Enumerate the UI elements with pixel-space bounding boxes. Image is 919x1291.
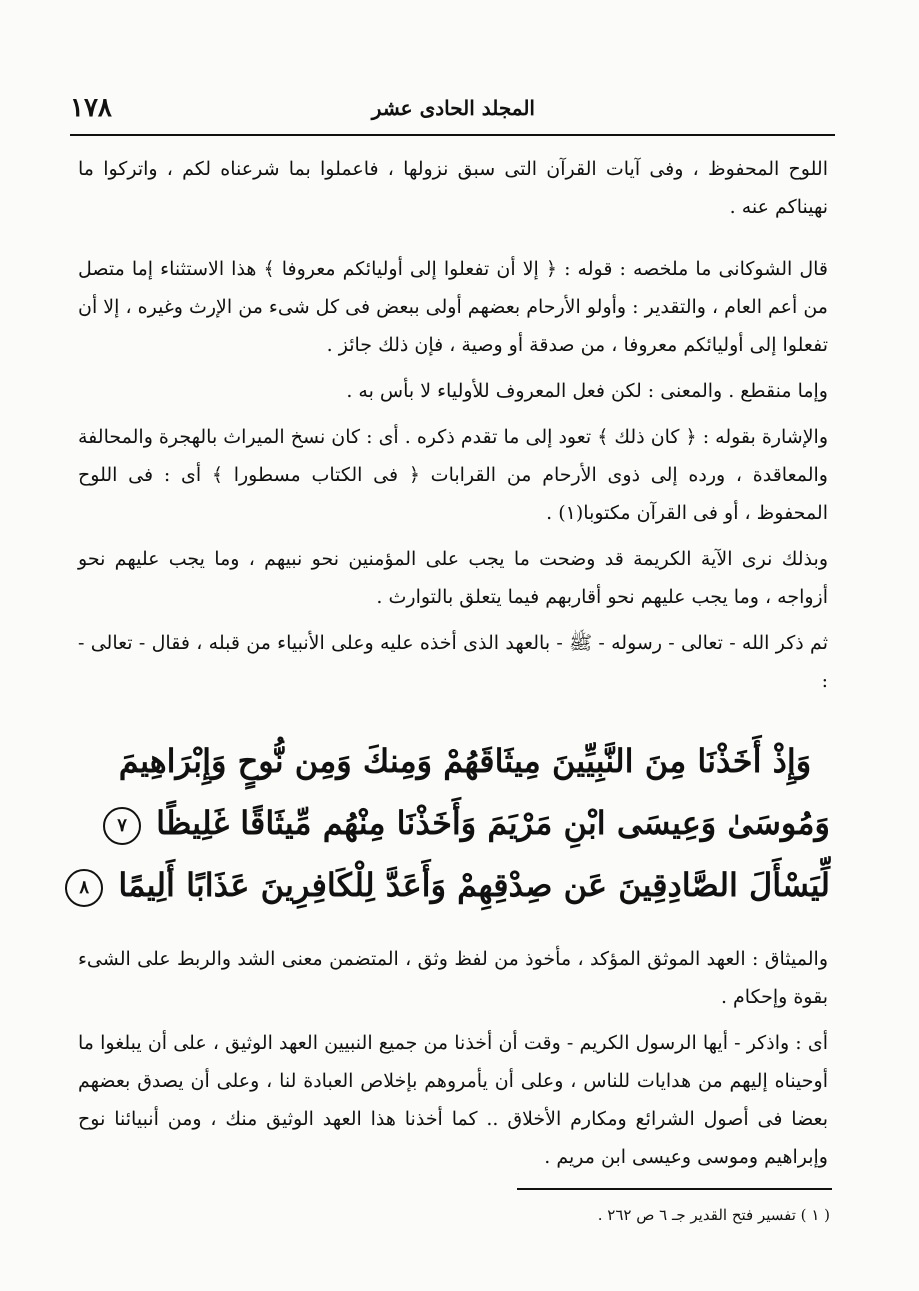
verse-line [79, 854, 830, 916]
page-number: ١٧٨ [70, 93, 112, 123]
paragraph: ثم ذكر الله - تعالى - رسوله - ﷺ - بالعهد الذى أخذه عليه وعلى الأنبياء من قبله ، فقال - تعالى - : [78, 632, 828, 692]
quran-verse-block [79, 730, 830, 916]
verse-text: لِّيَسْأَلَ الصَّادِقِينَ عَن صِدْقِهِمْ وَأَعَدَّ لِلْكَافِرِينَ عَذَابًا أَلِيمًا [118, 866, 830, 904]
paragraph: وإما منقطع . والمعنى : لكن فعل المعروف للأولياء لا بأس به . [346, 380, 828, 402]
paragraph: وبذلك نرى الآية الكريمة قد وضحت ما يجب على المؤمنين نحو نبيهم ، وما يجب عليهم نحو أزواجه ، وما يجب عليهم نحو أقاربهم فيما يتعلق بالتوارث . [78, 548, 828, 608]
paragraph: اللوح المحفوظ ، وفى آيات القرآن التى سبق نزولها ، فاعملوا بما شرعناه لكم ، واتركوا ما نهيناكم عنه . [78, 158, 828, 218]
text-block-middle [78, 250, 828, 708]
page-header [70, 88, 835, 128]
text-block-bottom [78, 940, 828, 1184]
ayah-number-marker: ٧ [103, 807, 141, 845]
verse-text: وَمُوسَىٰ وَعِيسَى ابْنِ مَرْيَمَ وَأَخَذْنَا مِنْهُم مِّيثَاقًا غَلِيظًا [156, 804, 830, 842]
ayah-number-marker: ٨ [65, 869, 103, 907]
paragraph: أى : واذكر - أيها الرسول الكريم - وقت أن أخذنا من جميع النبيين العهد الوثيق ، على أن يبلغوا ما أوحيناه إليهم من هدايات للناس ، وعلى أن يأمروهم بإخلاص العبادة لنا ، وعلى أن يصدق بعضهم بعضا فى أصول الشرائع ومكارم الأخلاق .. كما أخذنا هذا العهد الوثيق منك ، ومن أنبيائنا نوح وإبراهيم وموسى وعيسى ابن مريم . [78, 1032, 828, 1168]
paragraph: والميثاق : العهد الموثق المؤكد ، مأخوذ من لفظ وثق ، المتضمن معنى الشد والربط على الشىء بقوة وإحكام . [78, 948, 828, 1008]
verse-line [100, 792, 830, 854]
running-title: المجلد الحادى عشر [371, 96, 535, 120]
footnote: ( ١ ) تفسير فتح القدير جـ ٦ ص ٢٦٢ . [597, 1206, 830, 1224]
footnote-rule [517, 1188, 832, 1190]
header-rule [70, 134, 835, 136]
paragraph: قال الشوكانى ما ملخصه : قوله : ﴿ إلا أن تفعلوا إلى أوليائكم معروفا ﴾ هذا الاستثناء إما متصل من أعم العام ، والتقدير : وأولو الأرحام بعضهم أولى ببعض فى كل شىء من الإرث وغيره ، إلا أن تفعلوا إلى أوليائكم معروفا ، من صدقة أو وصية ، فإن ذلك جائز . [78, 258, 828, 356]
verse-line [100, 730, 830, 792]
paragraph: والإشارة بقوله : ﴿ كان ذلك ﴾ تعود إلى ما تقدم ذكره . أى : كان نسخ الميراث بالهجرة والمحالفة والمعاقدة ، ورده إلى ذوى الأرحام من القرابات ﴿ فى الكتاب مسطورا ﴾ أى : فى اللوح المحفوظ ، أو فى القرآن مكتوبا(١) . [78, 426, 828, 524]
text-block-top [78, 150, 828, 234]
verse-text: وَإِذْ أَخَذْنَا مِنَ النَّبِيِّينَ مِيثَاقَهُمْ وَمِنكَ وَمِن نُّوحٍ وَإِبْرَاهِيمَ [118, 742, 812, 780]
